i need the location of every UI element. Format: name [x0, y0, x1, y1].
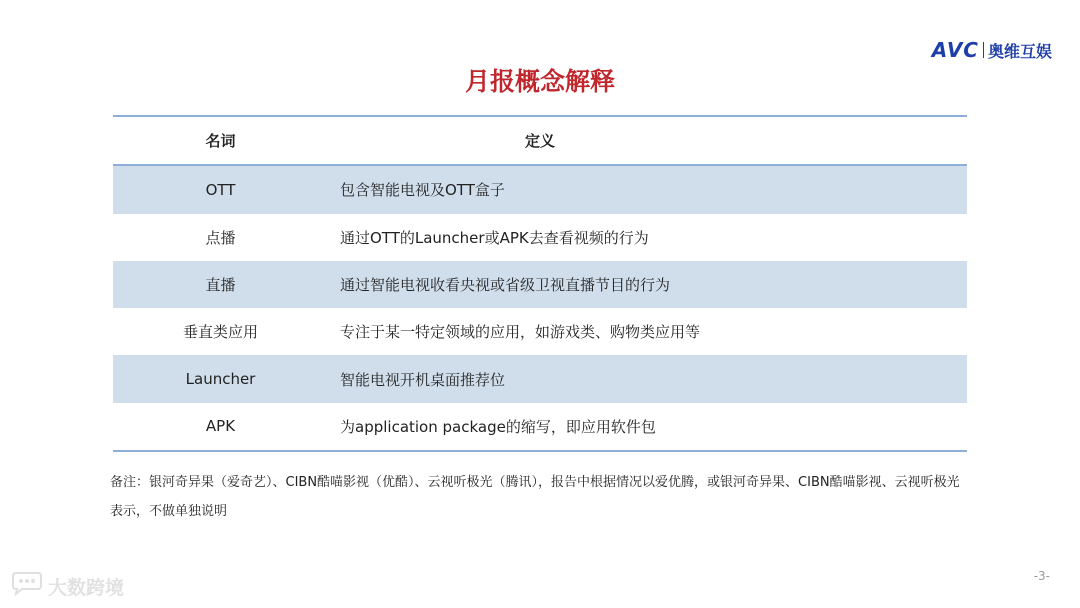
table-row — [113, 214, 967, 261]
table-row — [113, 166, 967, 213]
table-row — [113, 261, 967, 308]
term-cell: OTT — [205, 180, 236, 199]
table-row — [113, 308, 967, 355]
watermark — [10, 572, 124, 601]
definition-cell: 专注于某一特定领域的应用，如游戏类、购物类应用等 — [340, 323, 701, 342]
chat-bubble-icon — [10, 572, 44, 601]
definition-cell: 智能电视开机桌面推荐位 — [340, 370, 506, 389]
logo-name: 奥维互娱 — [987, 41, 1052, 61]
definitions-table — [113, 115, 967, 452]
term-cell: 直播 — [205, 276, 236, 295]
definition-cell: 通过OTT的Launcher或APK去查看视频的行为 — [340, 228, 649, 247]
table-row — [113, 403, 967, 450]
definition-cell: 通过智能电视收看央视或省级卫视直播节目的行为 — [340, 276, 671, 295]
logo-divider — [983, 42, 984, 58]
brand-logo — [932, 38, 1052, 62]
footnote: 备注：银河奇异果（爱奇艺）、CIBN酷喵影视（优酷）、云视听极光（腾讯），报告中根据情况以爱优腾，或银河奇异果、CIBN酷喵影视、云视听极光表示，不做单独说明 — [110, 475, 960, 519]
page-title: 月报概念解释 — [464, 67, 615, 96]
table-header-row — [113, 117, 967, 166]
definition-cell: 包含智能电视及OTT盒子 — [340, 181, 505, 200]
header-definition: 定义 — [524, 132, 555, 151]
logo-mark: AVC — [931, 38, 979, 62]
header-term: 名词 — [205, 132, 236, 151]
page-number: -3- — [1033, 569, 1050, 583]
term-cell: APK — [205, 417, 236, 436]
table-row — [113, 355, 967, 402]
term-cell: 点播 — [205, 228, 236, 247]
definition-cell: 为application package的缩写，即应用软件包 — [340, 417, 656, 436]
term-cell: 垂直类应用 — [182, 323, 258, 342]
watermark-text: 大数跨境 — [48, 577, 125, 599]
term-cell: Launcher — [185, 370, 256, 389]
